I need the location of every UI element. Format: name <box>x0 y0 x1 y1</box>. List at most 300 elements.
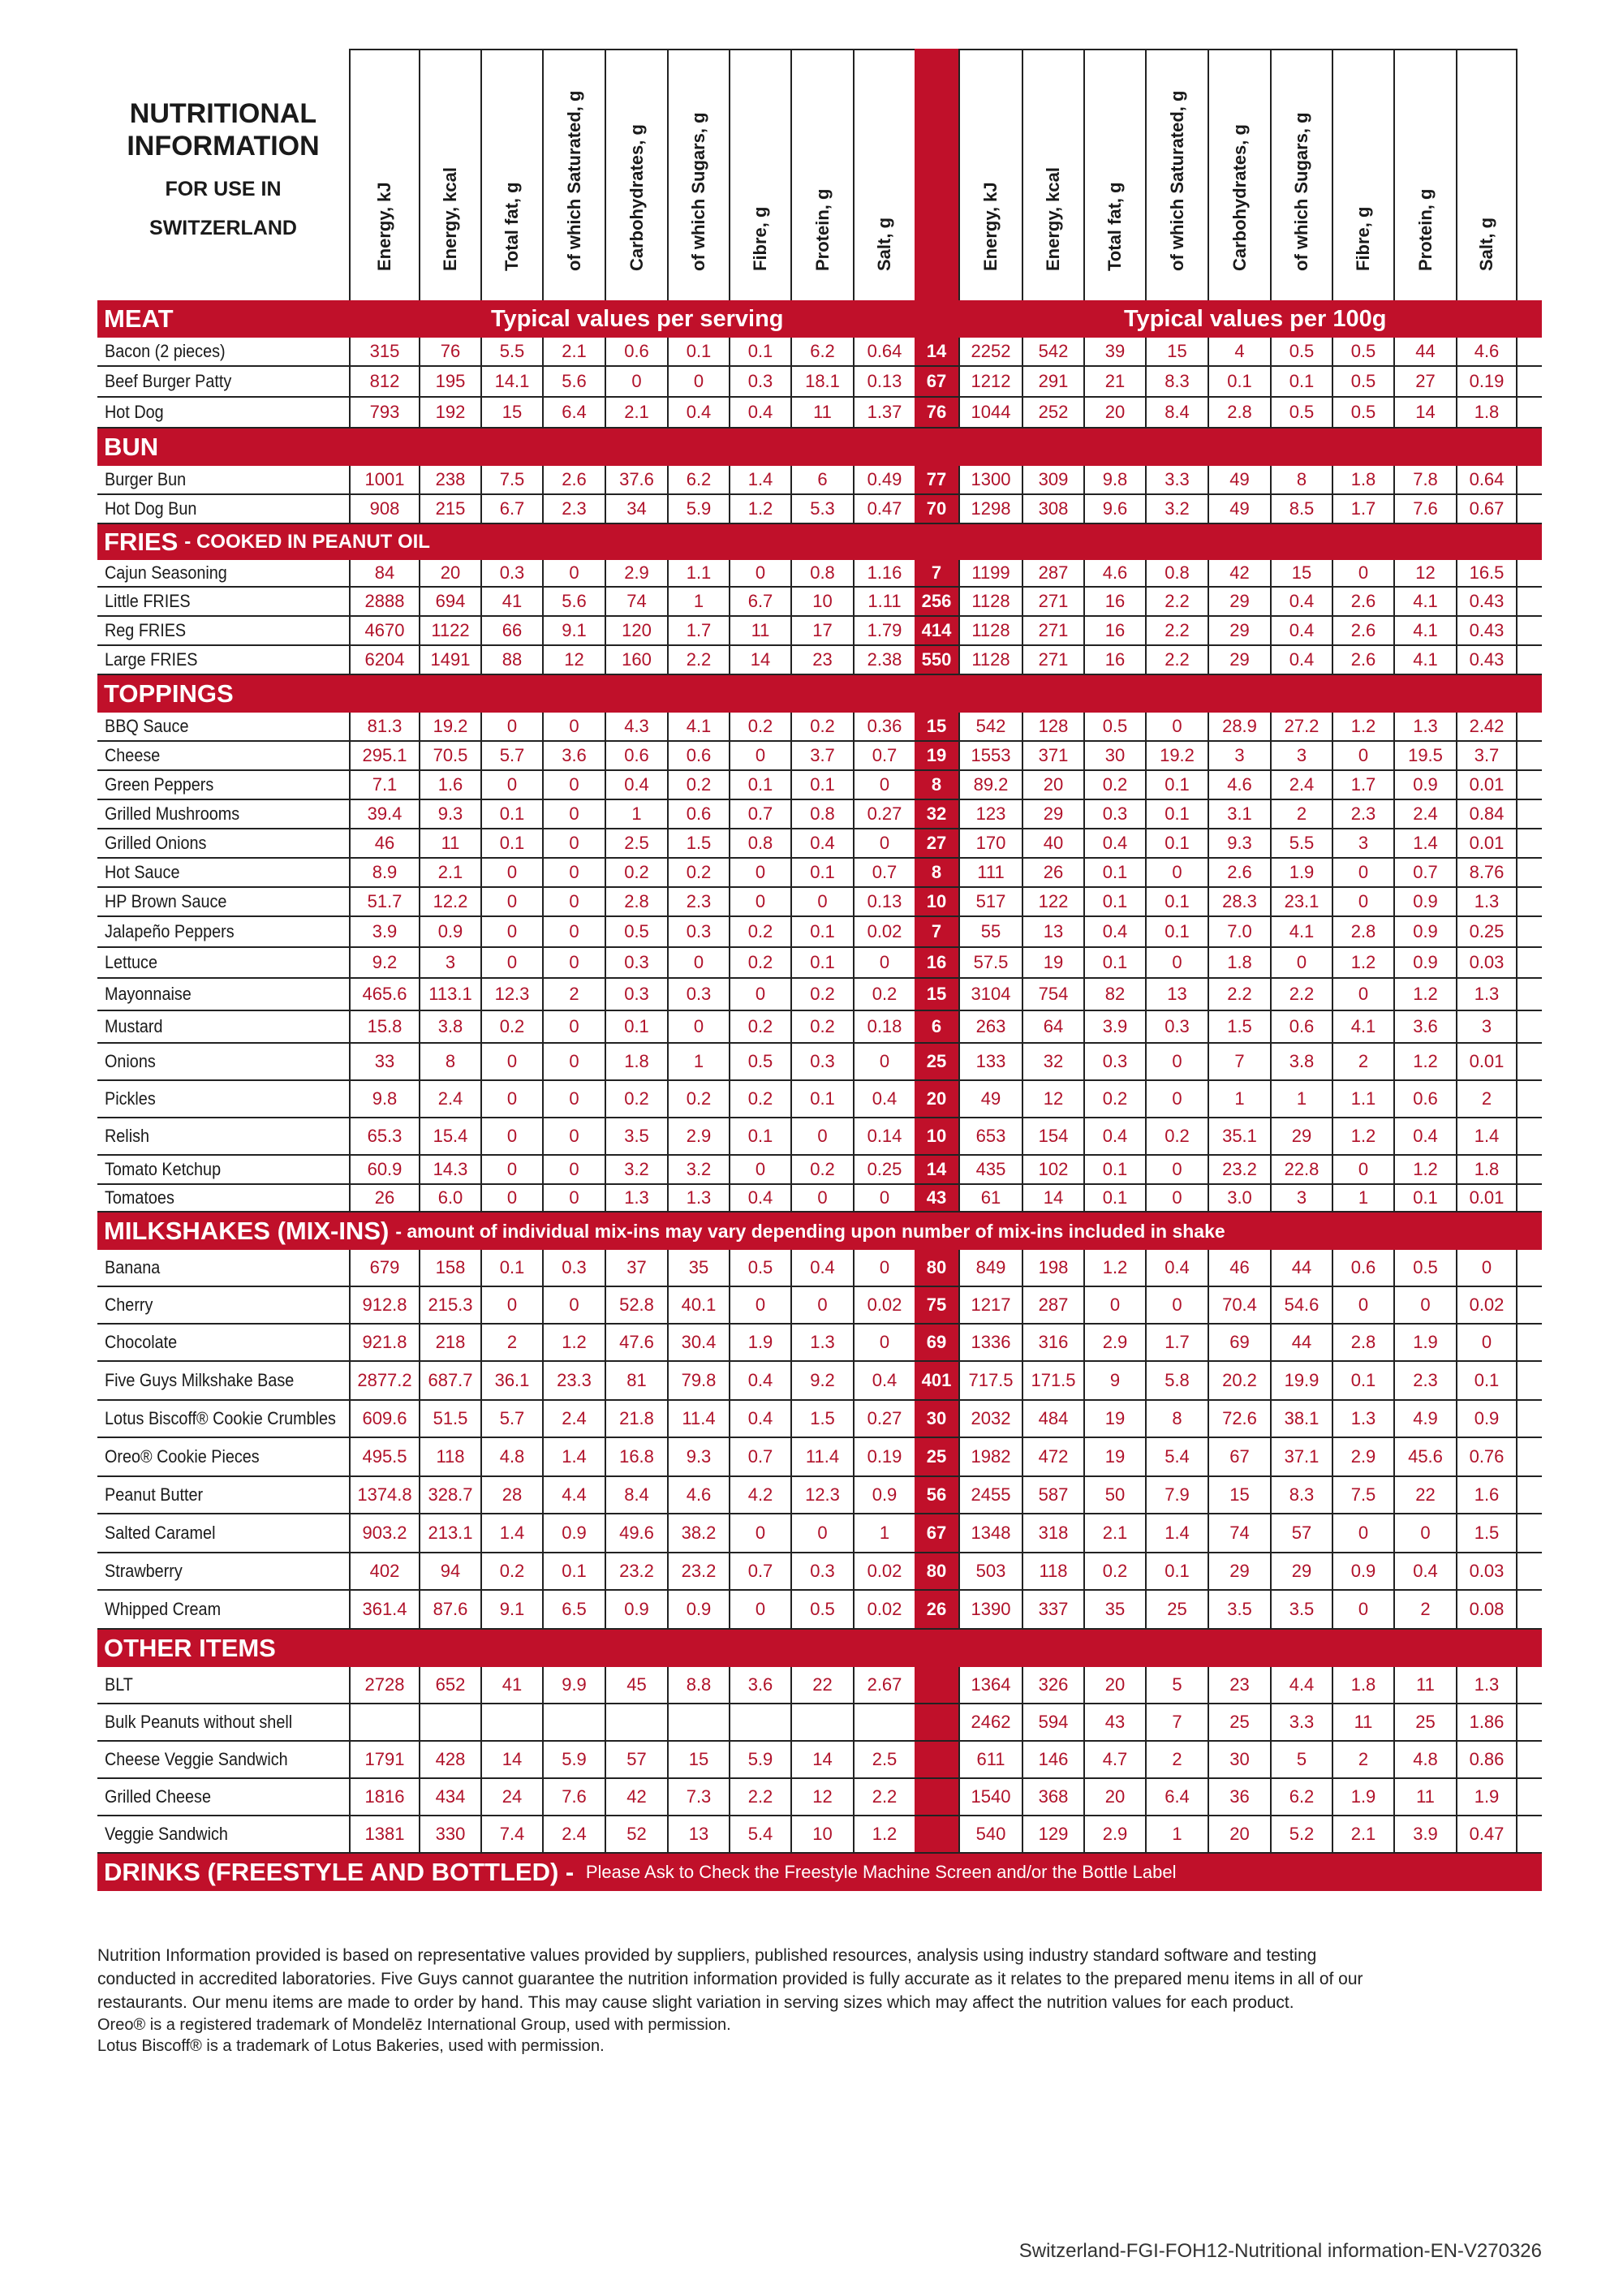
table-row <box>97 1553 1542 1591</box>
value-per-serving: 1791 <box>349 1742 419 1777</box>
serving-weight-column <box>915 49 958 300</box>
value-per-100g: 0 <box>1145 859 1208 886</box>
value-per-100g: 2.6 <box>1332 617 1393 644</box>
value-per-100g: 0 <box>1456 1250 1518 1286</box>
value-per-100g: 271 <box>1022 646 1083 674</box>
item-name: Tomato Ketchup <box>105 1159 222 1179</box>
section-header <box>97 300 1542 338</box>
value-per-serving: 1.79 <box>853 617 915 644</box>
value-per-serving: 0.1 <box>790 1081 853 1117</box>
value-per-100g: 1300 <box>958 466 1022 493</box>
table-row <box>97 1185 1542 1213</box>
value-per-serving: 5.7 <box>480 1401 542 1437</box>
value-per-100g: 5 <box>1145 1667 1208 1703</box>
value-per-serving: 295.1 <box>349 742 419 769</box>
value-per-serving: 0.7 <box>853 859 915 886</box>
value-per-serving: 4.4 <box>542 1477 605 1513</box>
value-per-serving: 0.1 <box>480 829 542 857</box>
value-per-100g: 503 <box>958 1553 1022 1589</box>
value-per-serving: 0.9 <box>667 1591 729 1628</box>
value-per-serving: 39.4 <box>349 800 419 828</box>
value-per-100g: 594 <box>1022 1704 1083 1740</box>
value-per-100g: 20 <box>1208 1816 1270 1852</box>
item-name: Large FRIES <box>105 649 198 670</box>
value-per-serving <box>542 1704 605 1740</box>
value-per-serving: 18.1 <box>790 367 853 396</box>
value-per-serving: 9.3 <box>419 800 480 828</box>
value-per-100g: 0.01 <box>1456 1044 1518 1079</box>
value-per-serving: 5.6 <box>542 588 605 615</box>
serving-weight-g: 8 <box>915 859 958 886</box>
value-per-100g: 2.2 <box>1270 979 1332 1010</box>
table-row <box>97 1667 1542 1704</box>
value-per-serving: 1.4 <box>729 466 790 493</box>
value-per-serving: 42 <box>605 1779 667 1815</box>
value-per-serving: 12 <box>790 1779 853 1815</box>
footer-notes <box>97 1944 1526 2057</box>
value-per-serving: 0 <box>729 1514 790 1552</box>
value-per-serving: 52.8 <box>605 1287 667 1323</box>
value-per-serving: 0.4 <box>605 771 667 799</box>
value-per-100g: 1.6 <box>1456 1477 1518 1513</box>
value-per-100g: 1.9 <box>1332 1779 1393 1815</box>
value-per-serving: 12.3 <box>480 979 542 1010</box>
value-per-100g: 0 <box>1393 1514 1456 1552</box>
item-name: Hot Dog <box>105 402 164 422</box>
footer-line: restaurants. Our menu items are made to order by hand. This may cause slight variation in serving sizes which may affect the nutrition values for each product. <box>97 1993 1294 2012</box>
value-per-100g: 0 <box>1145 1156 1208 1183</box>
section-subtitle: - COOKED IN PEANUT OIL <box>184 531 430 553</box>
value-per-serving: 84 <box>349 560 419 586</box>
value-per-100g: 1.3 <box>1393 713 1456 740</box>
value-per-100g: 4.1 <box>1393 617 1456 644</box>
value-per-100g: 29 <box>1270 1118 1332 1154</box>
value-per-serving: 0 <box>790 1118 853 1154</box>
value-per-100g: 1.3 <box>1456 1667 1518 1703</box>
value-per-100g: 4.4 <box>1270 1667 1332 1703</box>
value-per-serving: 0 <box>542 829 605 857</box>
value-per-100g: 23.2 <box>1208 1156 1270 1183</box>
value-per-serving: 5.7 <box>480 742 542 769</box>
table-row <box>97 1011 1542 1044</box>
value-per-100g: 25 <box>1145 1591 1208 1628</box>
value-per-100g: 22.8 <box>1270 1156 1332 1183</box>
typical-per-100g-label: Typical values per 100g <box>1124 305 1387 332</box>
value-per-serving: 0.4 <box>667 398 729 427</box>
value-per-serving: 1.37 <box>853 398 915 427</box>
value-per-100g: 0 <box>1456 1325 1518 1360</box>
value-per-serving: 0 <box>853 771 915 799</box>
value-per-100g: 0.1 <box>1270 367 1332 396</box>
value-per-serving: 35 <box>667 1250 729 1286</box>
section-header <box>97 429 1542 466</box>
value-per-100g: 1.2 <box>1083 1250 1145 1286</box>
value-per-serving: 0.3 <box>790 1553 853 1589</box>
value-per-serving: 0 <box>542 948 605 977</box>
value-per-serving: 2.4 <box>419 1081 480 1117</box>
value-per-serving: 1.2 <box>542 1325 605 1360</box>
value-per-100g: 0 <box>1332 1514 1393 1552</box>
value-per-100g: 0 <box>1393 1287 1456 1323</box>
value-per-100g: 3.0 <box>1208 1185 1270 1211</box>
item-name: Veggie Sandwich <box>105 1824 228 1844</box>
subtitle-line-2: SWITZERLAND <box>149 217 297 239</box>
value-per-serving: 0 <box>480 771 542 799</box>
serving-weight-g: 80 <box>915 1250 958 1286</box>
drinks-title: DRINKS (FREESTYLE AND BOTTLED) <box>104 1858 559 1886</box>
value-per-serving: 215 <box>419 495 480 523</box>
value-per-serving: 1491 <box>419 646 480 674</box>
serving-weight-g: 32 <box>915 800 958 828</box>
value-per-serving <box>419 1704 480 1740</box>
serving-weight-g: 14 <box>915 1156 958 1183</box>
table-row <box>97 917 1542 948</box>
column-header <box>790 49 853 300</box>
value-per-serving: 912.8 <box>349 1287 419 1323</box>
column-header-label: Energy, kJ <box>374 182 394 271</box>
value-per-100g: 3.5 <box>1208 1591 1270 1628</box>
value-per-100g: 0 <box>1083 1287 1145 1323</box>
item-name: Cherry <box>105 1294 153 1315</box>
value-per-serving: 0 <box>542 888 605 915</box>
item-name: Oreo® Cookie Pieces <box>105 1446 260 1467</box>
value-per-100g: 0.1 <box>1145 917 1208 946</box>
value-per-100g: 54.6 <box>1270 1287 1332 1323</box>
value-per-100g: 102 <box>1022 1156 1083 1183</box>
value-per-serving: 652 <box>419 1667 480 1703</box>
value-per-100g: 1540 <box>958 1779 1022 1815</box>
value-per-100g: 1348 <box>958 1514 1022 1552</box>
value-per-serving: 87.6 <box>419 1591 480 1628</box>
value-per-100g: 1.3 <box>1456 979 1518 1010</box>
value-per-serving: 0 <box>480 1287 542 1323</box>
item-name: Beef Burger Patty <box>105 371 232 391</box>
value-per-100g: 2 <box>1145 1742 1208 1777</box>
serving-weight-g: 16 <box>915 948 958 977</box>
value-per-100g: 9.8 <box>1083 466 1145 493</box>
value-per-100g: 30 <box>1208 1742 1270 1777</box>
value-per-100g: 1.9 <box>1270 859 1332 886</box>
value-per-100g: 0.2 <box>1083 1553 1145 1589</box>
value-per-serving: 4670 <box>349 617 419 644</box>
value-per-100g: 0.2 <box>1145 1118 1208 1154</box>
section-title: OTHER ITEMS <box>104 1634 276 1662</box>
value-per-100g: 2.2 <box>1208 979 1270 1010</box>
value-per-serving: 0.02 <box>853 917 915 946</box>
serving-weight-g <box>915 1742 958 1777</box>
value-per-100g: 35.1 <box>1208 1118 1270 1154</box>
value-per-100g: 0.4 <box>1083 1118 1145 1154</box>
value-per-100g: 3.1 <box>1208 800 1270 828</box>
column-header-label: Energy, kcal <box>1043 167 1063 271</box>
value-per-100g: 111 <box>958 859 1022 886</box>
value-per-serving: 0 <box>853 1250 915 1286</box>
item-name: Bacon (2 pieces) <box>105 341 226 361</box>
table-row <box>97 1118 1542 1156</box>
item-name: Pickles <box>105 1088 156 1109</box>
value-per-serving: 609.6 <box>349 1401 419 1437</box>
value-per-serving: 0.27 <box>853 800 915 828</box>
value-per-serving: 65.3 <box>349 1118 419 1154</box>
value-per-serving: 2.9 <box>667 1118 729 1154</box>
value-per-100g: 61 <box>958 1185 1022 1211</box>
value-per-serving: 0.2 <box>790 1156 853 1183</box>
value-per-serving: 793 <box>349 398 419 427</box>
column-header-label: Carbohydrates, g <box>1229 124 1250 271</box>
value-per-100g: 1212 <box>958 367 1022 396</box>
value-per-serving: 0.6 <box>605 742 667 769</box>
value-per-serving: 0.2 <box>729 948 790 977</box>
value-per-100g: 287 <box>1022 1287 1083 1323</box>
value-per-serving: 1.2 <box>853 1816 915 1852</box>
value-per-100g: 20 <box>1083 1779 1145 1815</box>
value-per-100g: 1.7 <box>1145 1325 1208 1360</box>
value-per-100g: 540 <box>958 1816 1022 1852</box>
column-header <box>958 49 1022 300</box>
value-per-100g: 12 <box>1393 560 1456 586</box>
value-per-serving: 14 <box>790 1742 853 1777</box>
value-per-100g: 29 <box>1208 588 1270 615</box>
value-per-100g: 587 <box>1022 1477 1083 1513</box>
value-per-serving: 0.5 <box>790 1591 853 1628</box>
value-per-100g: 22 <box>1393 1477 1456 1513</box>
section-header <box>97 675 1542 713</box>
value-per-serving: 0.3 <box>729 367 790 396</box>
value-per-100g: 4.1 <box>1332 1011 1393 1042</box>
value-per-100g: 0.67 <box>1456 495 1518 523</box>
value-per-serving: 9.2 <box>349 948 419 977</box>
table-row <box>97 1401 1542 1438</box>
value-per-serving: 3.5 <box>605 1118 667 1154</box>
value-per-serving: 812 <box>349 367 419 396</box>
value-per-100g: 435 <box>958 1156 1022 1183</box>
value-per-serving: 2.67 <box>853 1667 915 1703</box>
value-per-100g: 326 <box>1022 1667 1083 1703</box>
serving-weight-g: 27 <box>915 829 958 857</box>
value-per-100g: 29 <box>1208 617 1270 644</box>
table-row <box>97 948 1542 979</box>
value-per-serving: 11 <box>790 398 853 427</box>
value-per-100g: 754 <box>1022 979 1083 1010</box>
value-per-serving: 0.6 <box>605 338 667 365</box>
value-per-100g: 0.1 <box>1083 948 1145 977</box>
value-per-100g: 2.9 <box>1083 1816 1145 1852</box>
value-per-100g: 0.03 <box>1456 1553 1518 1589</box>
value-per-serving: 10 <box>790 1816 853 1852</box>
table-row <box>97 1704 1542 1742</box>
value-per-serving: 1.16 <box>853 560 915 586</box>
value-per-100g: 9.6 <box>1083 495 1145 523</box>
serving-weight-g: 6 <box>915 1011 958 1042</box>
value-per-100g: 0.25 <box>1456 917 1518 946</box>
value-per-serving <box>729 1704 790 1740</box>
value-per-100g: 0.5 <box>1270 338 1332 365</box>
value-per-serving: 0.2 <box>790 713 853 740</box>
value-per-serving: 12 <box>542 646 605 674</box>
value-per-serving: 0.3 <box>605 979 667 1010</box>
value-per-serving: 0.9 <box>605 1591 667 1628</box>
value-per-serving: 0.2 <box>480 1553 542 1589</box>
value-per-100g: 8 <box>1270 466 1332 493</box>
value-per-100g: 1298 <box>958 495 1022 523</box>
column-header <box>542 49 605 300</box>
value-per-100g: 5.4 <box>1145 1438 1208 1475</box>
section-title: FRIES <box>104 528 179 556</box>
value-per-serving: 2.4 <box>542 1816 605 1852</box>
item-name: Strawberry <box>105 1561 183 1581</box>
value-per-serving: 0.02 <box>853 1591 915 1628</box>
serving-weight-g: 7 <box>915 560 958 586</box>
value-per-100g: 29 <box>1270 1553 1332 1589</box>
column-header-label: Protein, g <box>1414 188 1436 271</box>
value-per-serving: 0.2 <box>667 1081 729 1117</box>
value-per-100g: 2 <box>1393 1591 1456 1628</box>
value-per-100g: 0.4 <box>1145 1250 1208 1286</box>
value-per-serving: 33 <box>349 1044 419 1079</box>
value-per-serving: 4.8 <box>480 1438 542 1475</box>
value-per-serving: 0.19 <box>853 1438 915 1475</box>
value-per-100g: 2.2 <box>1145 588 1208 615</box>
value-per-100g: 542 <box>1022 338 1083 365</box>
value-per-serving: 0.3 <box>790 1044 853 1079</box>
value-per-100g: 27.2 <box>1270 713 1332 740</box>
serving-weight-g: 25 <box>915 1044 958 1079</box>
value-per-100g: 3 <box>1456 1011 1518 1042</box>
value-per-serving: 0 <box>480 859 542 886</box>
value-per-100g: 0.1 <box>1145 829 1208 857</box>
value-per-serving <box>853 1704 915 1740</box>
value-per-serving: 3.7 <box>790 742 853 769</box>
value-per-serving: 21.8 <box>605 1401 667 1437</box>
value-per-serving: 5.9 <box>542 1742 605 1777</box>
value-per-100g: 3.2 <box>1145 495 1208 523</box>
value-per-serving: 0 <box>667 948 729 977</box>
value-per-serving: 24 <box>480 1779 542 1815</box>
value-per-serving: 38.2 <box>667 1514 729 1552</box>
value-per-serving: 0.2 <box>605 859 667 886</box>
value-per-serving: 402 <box>349 1553 419 1589</box>
value-per-serving: 0.14 <box>853 1118 915 1154</box>
value-per-serving <box>605 1704 667 1740</box>
item-name: Burger Bun <box>105 469 187 489</box>
column-header <box>1083 49 1145 300</box>
value-per-serving: 0 <box>729 560 790 586</box>
value-per-serving: 0 <box>480 1044 542 1079</box>
value-per-serving: 6.4 <box>542 398 605 427</box>
value-per-100g: 146 <box>1022 1742 1083 1777</box>
value-per-serving: 0.2 <box>790 979 853 1010</box>
value-per-100g: 40 <box>1022 829 1083 857</box>
typical-per-serving-label: Typical values per serving <box>491 305 784 332</box>
table-header <box>97 49 1542 300</box>
value-per-100g: 5.2 <box>1270 1816 1332 1852</box>
value-per-serving: 2.2 <box>667 646 729 674</box>
value-per-serving: 41 <box>480 1667 542 1703</box>
value-per-serving: 687.7 <box>419 1362 480 1399</box>
value-per-100g: 0.5 <box>1270 398 1332 427</box>
value-per-100g: 1.8 <box>1208 948 1270 977</box>
value-per-100g: 0.1 <box>1456 1362 1518 1399</box>
item-name: HP Brown Sauce <box>105 891 227 911</box>
value-per-100g: 337 <box>1022 1591 1083 1628</box>
value-per-serving: 1.6 <box>419 771 480 799</box>
table-row <box>97 466 1542 495</box>
value-per-100g: 0.1 <box>1083 1185 1145 1211</box>
value-per-serving: 1 <box>853 1514 915 1552</box>
value-per-serving: 0.9 <box>853 1477 915 1513</box>
section-title: TOPPINGS <box>104 679 234 708</box>
value-per-serving: 0.7 <box>853 742 915 769</box>
item-name: Five Guys Milkshake Base <box>105 1370 295 1390</box>
value-per-serving: 2.8 <box>605 888 667 915</box>
value-per-100g: 0 <box>1332 1591 1393 1628</box>
value-per-100g: 39 <box>1083 338 1145 365</box>
value-per-serving: 2728 <box>349 1667 419 1703</box>
value-per-100g: 1.2 <box>1332 713 1393 740</box>
value-per-serving: 195 <box>419 367 480 396</box>
value-per-serving: 0 <box>790 1287 853 1323</box>
value-per-serving: 34 <box>605 495 667 523</box>
value-per-serving: 15 <box>480 398 542 427</box>
value-per-100g: 2032 <box>958 1401 1022 1437</box>
table-row <box>97 771 1542 800</box>
table-row <box>97 367 1542 398</box>
value-per-100g: 57 <box>1270 1514 1332 1552</box>
value-per-100g: 1.9 <box>1393 1325 1456 1360</box>
value-per-serving: 0.4 <box>729 1362 790 1399</box>
value-per-serving: 0.1 <box>729 338 790 365</box>
value-per-100g: 2.2 <box>1145 617 1208 644</box>
value-per-100g: 89.2 <box>958 771 1022 799</box>
table-row <box>97 1044 1542 1081</box>
value-per-100g: 0 <box>1332 859 1393 886</box>
value-per-serving: 2 <box>542 979 605 1010</box>
value-per-serving: 4.2 <box>729 1477 790 1513</box>
table-row <box>97 1156 1542 1185</box>
value-per-100g: 368 <box>1022 1779 1083 1815</box>
value-per-100g: 25 <box>1393 1704 1456 1740</box>
value-per-100g: 1.1 <box>1332 1081 1393 1117</box>
value-per-serving: 0.47 <box>853 495 915 523</box>
value-per-100g: 8.5 <box>1270 495 1332 523</box>
value-per-serving: 45 <box>605 1667 667 1703</box>
value-per-100g: 1.3 <box>1456 888 1518 915</box>
value-per-100g: 70.4 <box>1208 1287 1270 1323</box>
value-per-100g: 0.43 <box>1456 588 1518 615</box>
value-per-100g: 4.6 <box>1208 771 1270 799</box>
value-per-serving: 49.6 <box>605 1514 667 1552</box>
value-per-serving: 16.8 <box>605 1438 667 1475</box>
value-per-serving <box>349 1704 419 1740</box>
value-per-100g: 7 <box>1208 1044 1270 1079</box>
column-header <box>1022 49 1083 300</box>
item-name: Jalapeño Peppers <box>105 921 235 941</box>
value-per-serving: 0.6 <box>667 742 729 769</box>
value-per-100g: 2.8 <box>1208 398 1270 427</box>
value-per-serving: 2.2 <box>729 1779 790 1815</box>
value-per-100g: 44 <box>1270 1250 1332 1286</box>
column-header <box>1393 49 1456 300</box>
section-header <box>97 524 1542 560</box>
value-per-100g: 717.5 <box>958 1362 1022 1399</box>
serving-weight-g: 43 <box>915 1185 958 1211</box>
serving-weight-g: 10 <box>915 1118 958 1154</box>
value-per-serving: 0.2 <box>480 1011 542 1042</box>
serving-weight-g: 414 <box>915 617 958 644</box>
value-per-100g: 653 <box>958 1118 1022 1154</box>
value-per-100g: 252 <box>1022 398 1083 427</box>
value-per-serving: 9.8 <box>349 1081 419 1117</box>
